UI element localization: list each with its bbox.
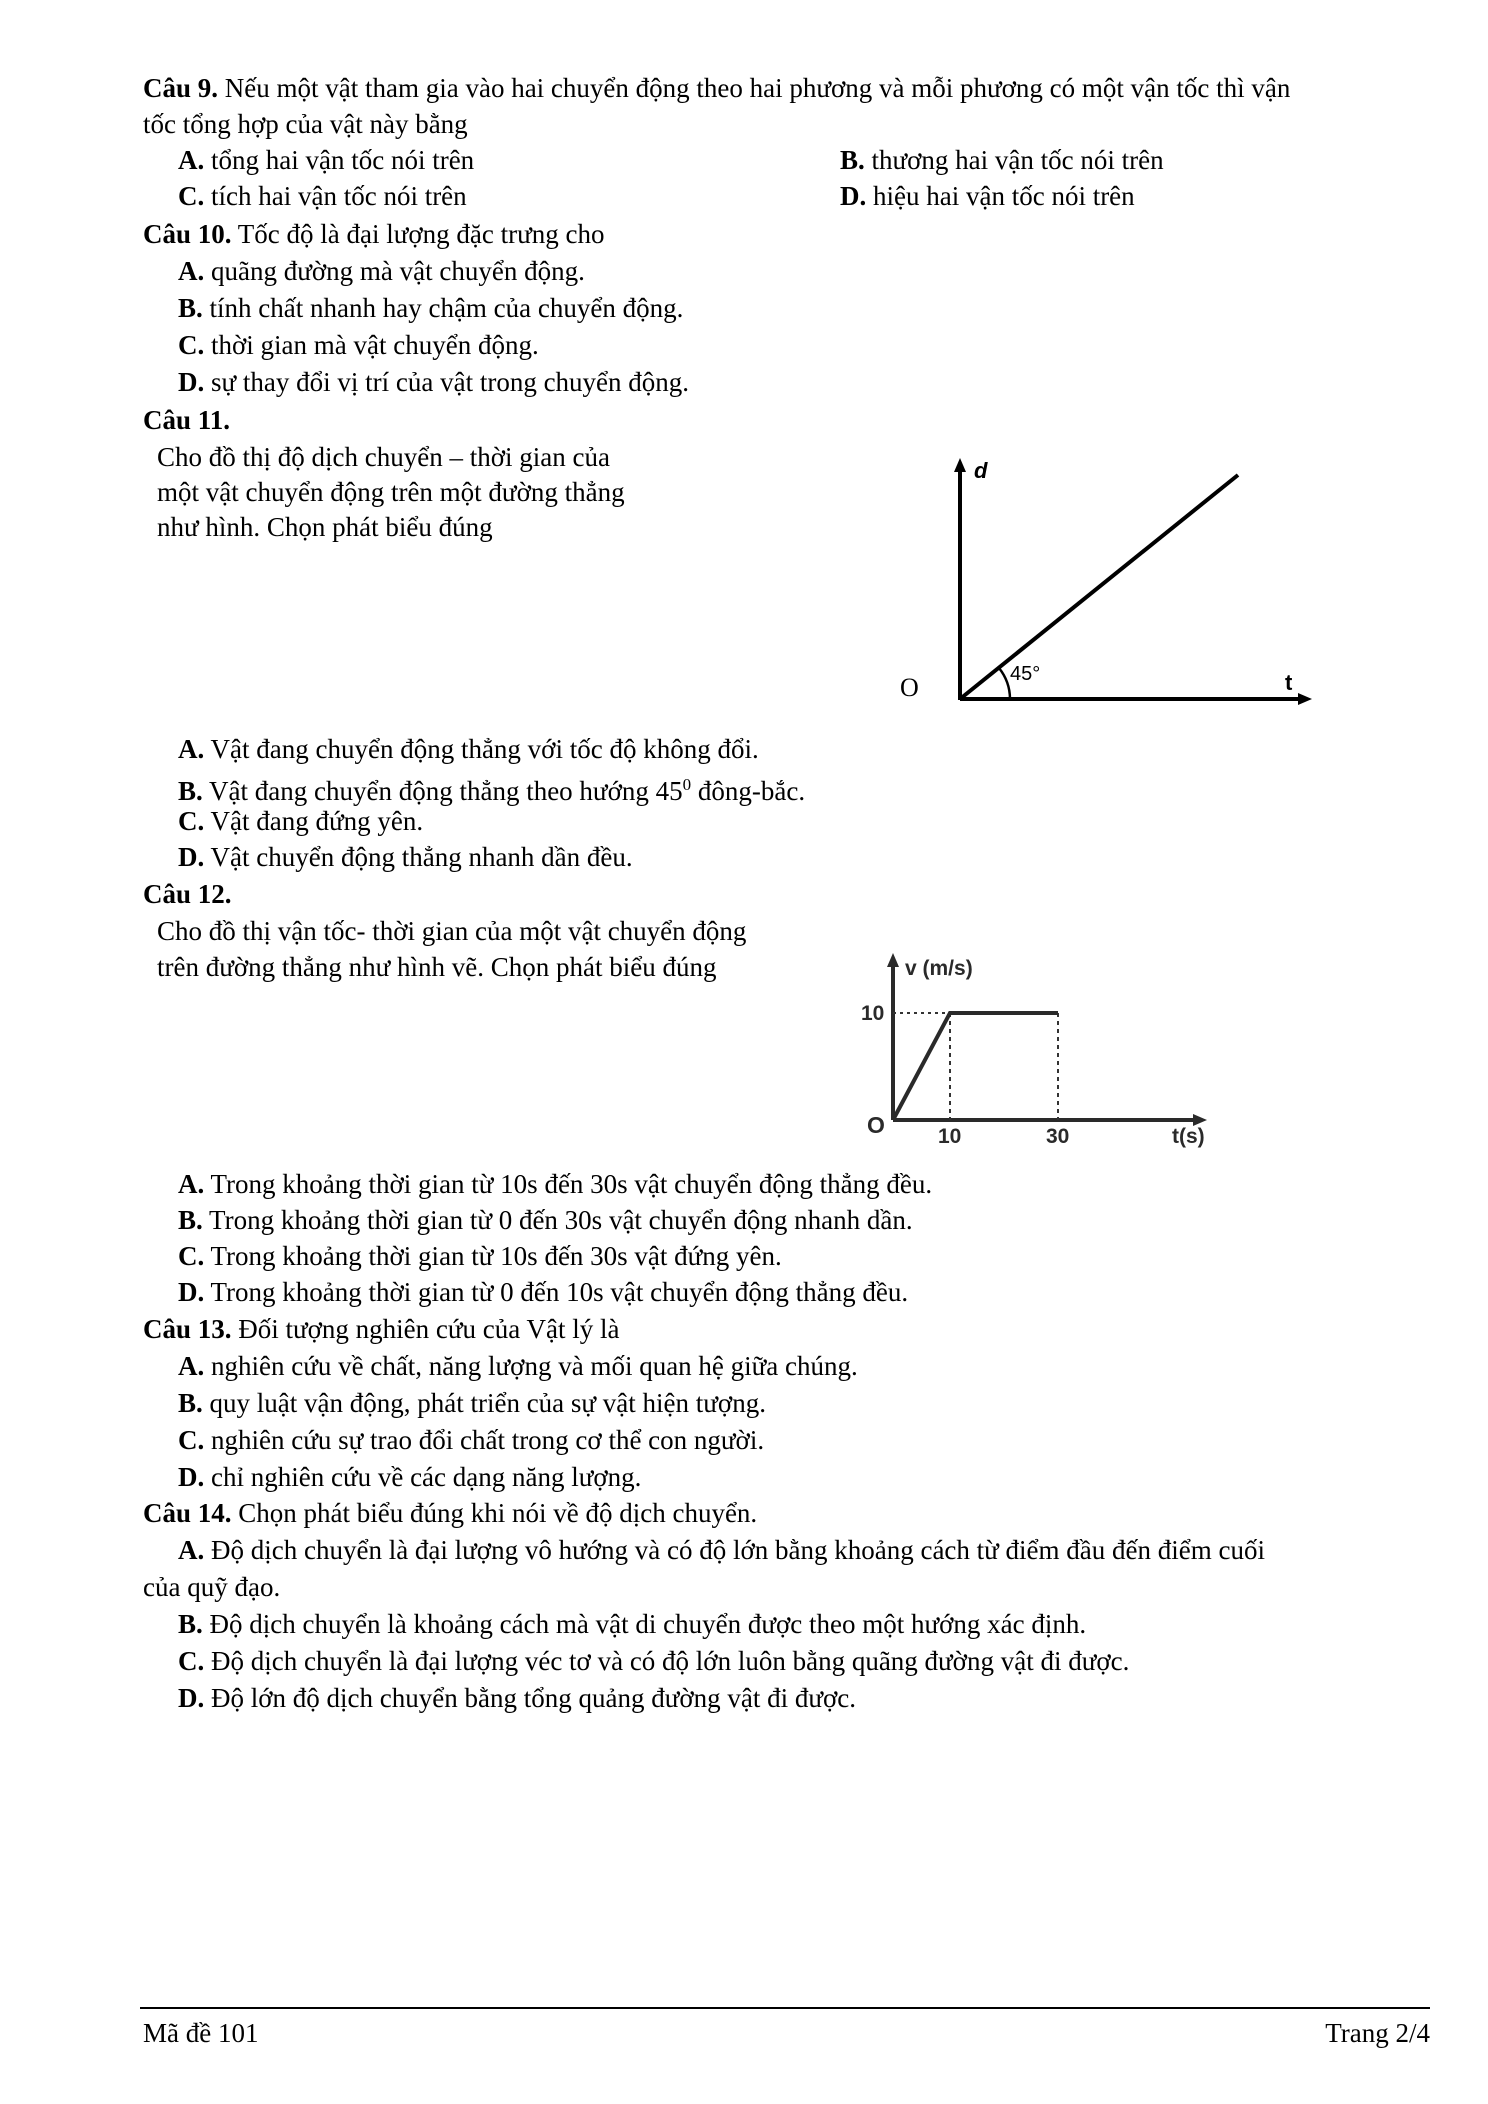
question-11-desc-2: một vật chuyển động trên một đường thẳng xyxy=(157,477,625,507)
question-11-option-c: C. Vật đang đứng yên. xyxy=(178,806,424,836)
question-9-option-c: C. tích hai vận tốc nói trên xyxy=(178,181,467,211)
t-axis-arrow xyxy=(1298,693,1312,705)
t-tick-30: 30 xyxy=(1046,1125,1070,1148)
question-13-option-c: C. nghiên cứu sự trao đổi chất trong cơ thể con người. xyxy=(178,1425,765,1455)
t-axis-label: t xyxy=(1285,670,1293,695)
question-13-label: Câu 13. xyxy=(143,1314,232,1344)
question-11-desc-1: Cho đồ thị độ dịch chuyển – thời gian của xyxy=(157,442,610,472)
question-13-line xyxy=(143,1311,619,1347)
question-14-option-d: D. Độ lớn độ dịch chuyển bằng tổng quảng đường vật đi được. xyxy=(178,1683,856,1713)
footer-divider xyxy=(140,2007,1430,2009)
graph-line xyxy=(960,475,1238,699)
v-axis-label: v (m/s) xyxy=(905,957,973,980)
question-9-line-1 xyxy=(143,70,1290,106)
question-13-option-d: D. chỉ nghiên cứu về các dạng năng lượng. xyxy=(178,1462,642,1492)
question-11-option-d: D. Vật chuyển động thẳng nhanh dần đều. xyxy=(178,842,633,872)
angle-label: 45° xyxy=(1010,663,1041,685)
question-14-label: Câu 14. xyxy=(143,1498,232,1528)
question-14-option-b: B. Độ dịch chuyển là khoảng cách mà vật di chuyển được theo một hướng xác định. xyxy=(178,1609,1087,1639)
question-10-option-c: C. thời gian mà vật chuyển động. xyxy=(178,330,539,360)
question-12-desc-2: trên đường thẳng như hình vẽ. Chọn phát biểu đúng xyxy=(157,952,717,982)
question-9-option-b: B. thương hai vận tốc nói trên xyxy=(840,145,1164,175)
question-11-desc-3: như hình. Chọn phát biểu đúng xyxy=(157,512,493,542)
question-14-text: Chọn phát biểu đúng khi nói về độ dịch chuyển. xyxy=(231,1498,758,1528)
question-14-line xyxy=(143,1495,757,1531)
question-9-option-d: D. hiệu hai vận tốc nói trên xyxy=(840,181,1135,211)
question-9-text-1: Nếu một vật tham gia vào hai chuyển động theo hai phương và mỗi phương có một vận tốc thì vận xyxy=(218,73,1291,103)
question-12-option-c: C. Trong khoảng thời gian từ 10s đến 30s vật đứng yên. xyxy=(178,1241,782,1271)
d-axis-arrow xyxy=(954,458,966,472)
velocity-line xyxy=(893,1013,1058,1120)
question-12-label: Câu 12. xyxy=(143,879,232,909)
question-10-text: Tốc độ là đại lượng đặc trưng cho xyxy=(231,219,605,249)
angle-arc xyxy=(999,668,1010,699)
question-10-line xyxy=(143,216,604,252)
question-10-label: Câu 10. xyxy=(143,219,232,249)
footer-exam-code: Mã đề 101 xyxy=(143,2018,259,2048)
question-9-line-2: tốc tổng hợp của vật này bằng xyxy=(143,109,468,139)
question-12-desc-1: Cho đồ thị vận tốc- thời gian của một vật chuyển động xyxy=(157,916,747,946)
question-12-option-b: B. Trong khoảng thời gian từ 0 đến 30s vật chuyển động nhanh dần. xyxy=(178,1205,913,1235)
t-tick-10: 10 xyxy=(938,1125,962,1148)
question-11-label: Câu 11. xyxy=(143,405,231,435)
question-9-label: Câu 9. xyxy=(143,73,219,103)
question-10-option-b: B. tính chất nhanh hay chậm của chuyển động. xyxy=(178,293,684,323)
question-12-option-a: A. Trong khoảng thời gian từ 10s đến 30s vật chuyển động thẳng đều. xyxy=(178,1169,933,1199)
question-13-option-a: A. nghiên cứu về chất, năng lượng và mối quan hệ giữa chúng. xyxy=(178,1351,858,1381)
question-11-option-a: A. Vật đang chuyển động thẳng với tốc độ không đổi. xyxy=(178,734,759,764)
question-11-option-b: B. Vật đang chuyển động thẳng theo hướng $45^0$ đông-bắc. xyxy=(178,775,806,806)
question-13-text: Đối tượng nghiên cứu của Vật lý là xyxy=(231,1314,620,1344)
origin-label: O xyxy=(867,1112,885,1138)
question-9-option-a: A. tổng hai vận tốc nói trên xyxy=(178,145,475,175)
question-12-option-d: D. Trong khoảng thời gian từ 0 đến 10s vật chuyển động thẳng đều. xyxy=(178,1277,909,1307)
footer-page-number: Trang 2/4 xyxy=(1325,2018,1430,2048)
question-14-option-a: A. Độ dịch chuyển là đại lượng vô hướng và có độ lớn bằng khoảng cách từ điểm đầu đến điểm cuối xyxy=(178,1535,1265,1565)
t-axis-label: t(s) xyxy=(1172,1125,1205,1148)
question-10-option-a: A. quãng đường mà vật chuyển động. xyxy=(178,256,585,286)
question-13-option-b: B. quy luật vận động, phát triển của sự vật hiện tượng. xyxy=(178,1388,766,1418)
v-tick-10: 10 xyxy=(861,1002,885,1025)
d-axis-label: d xyxy=(974,458,988,483)
origin-label: O xyxy=(900,673,919,702)
velocity-time-graph xyxy=(850,945,1230,1150)
question-14-option-c: C. Độ dịch chuyển là đại lượng véc tơ và có độ lớn luôn bằng quãng đường vật đi được. xyxy=(178,1646,1130,1676)
v-axis-arrow xyxy=(887,953,899,967)
question-10-option-d: D. sự thay đổi vị trí của vật trong chuyển động. xyxy=(178,367,690,397)
question-14-option-a-continued: của quỹ đạo. xyxy=(143,1572,281,1602)
displacement-time-graph xyxy=(880,450,1320,710)
